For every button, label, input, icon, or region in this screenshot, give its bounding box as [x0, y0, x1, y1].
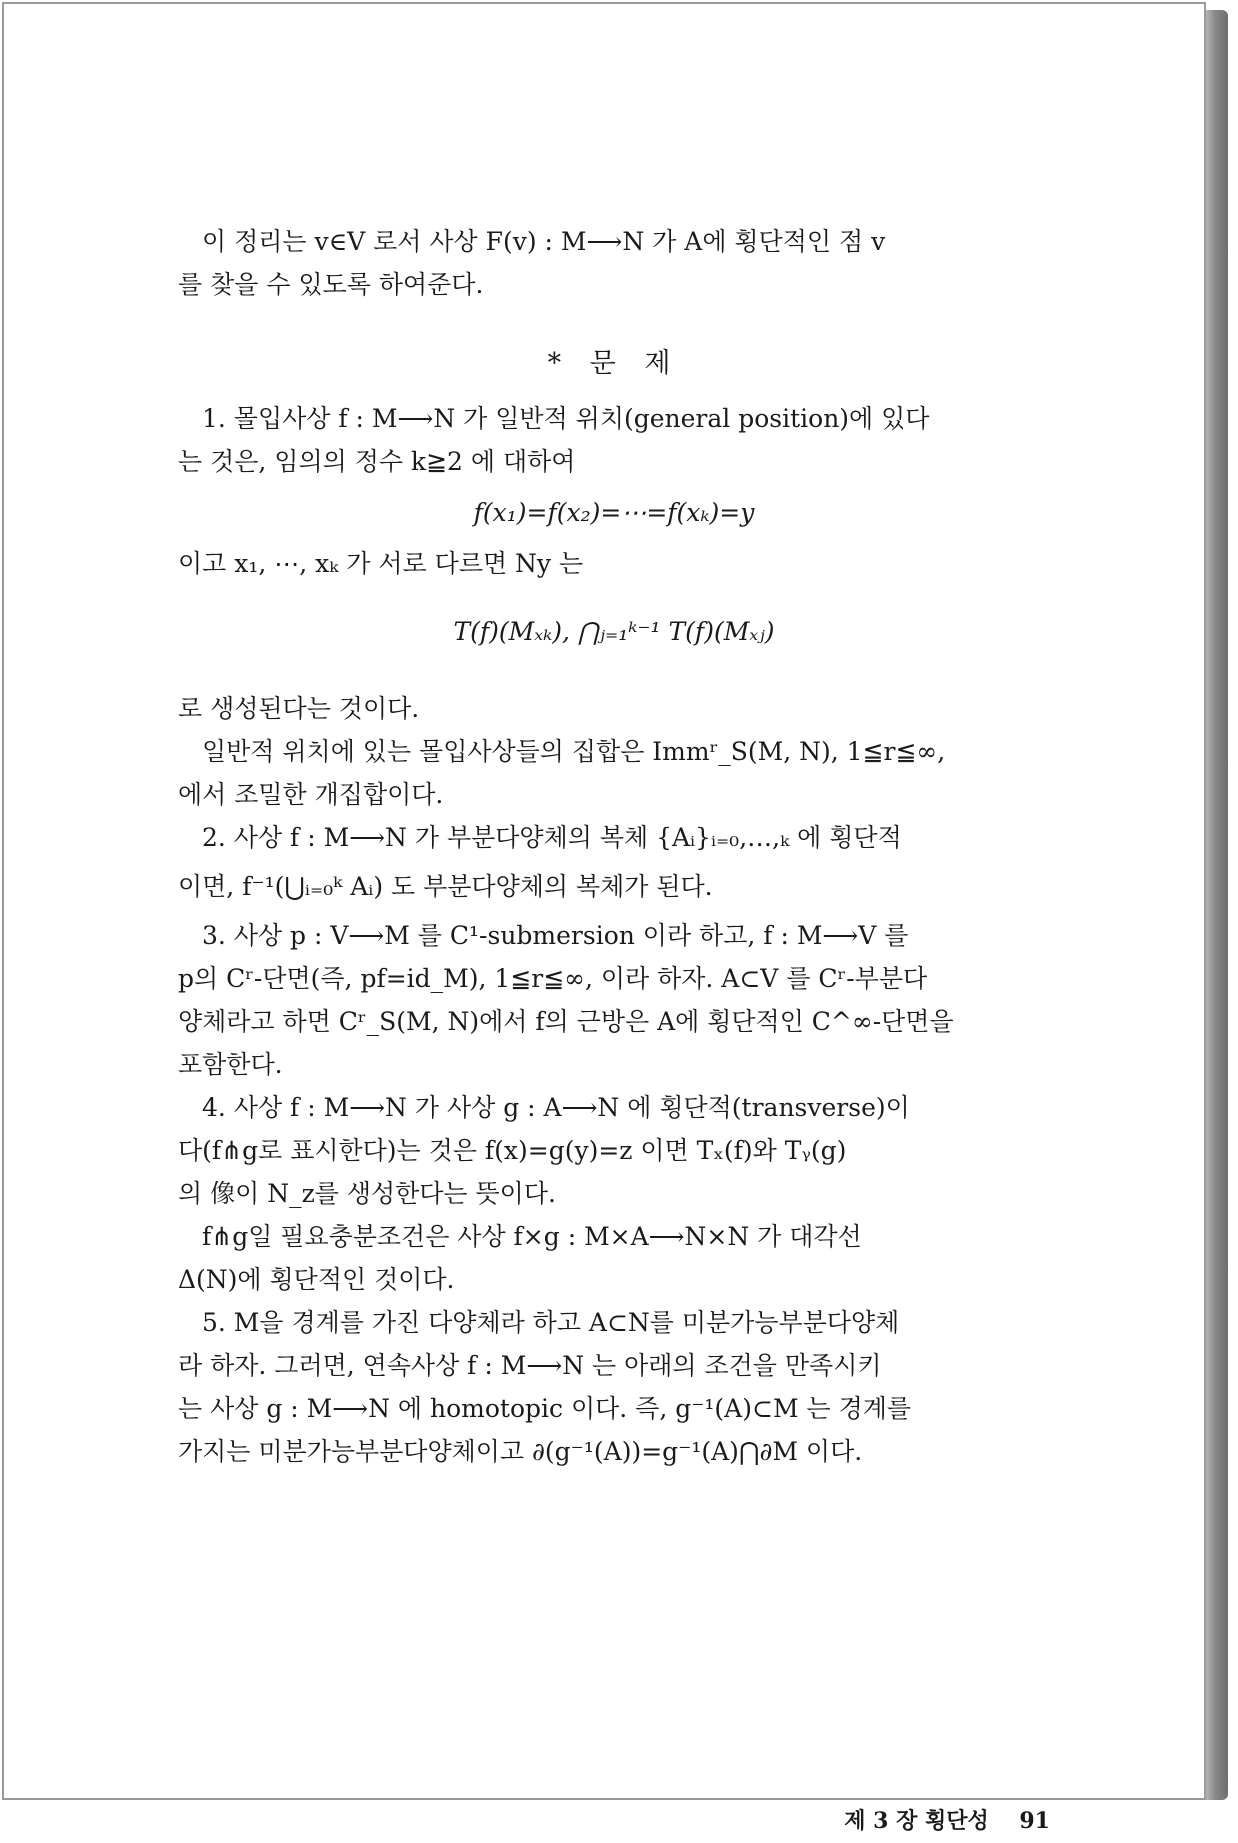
problem-4-line-4: f⋔g일 필요충분조건은 사상 f×g : M×A⟶N×N 가 대각선 — [202, 1222, 862, 1251]
problem-5-line-1: 5. M을 경계를 가진 다양체라 하고 A⊂N를 미분가능부분다양체 — [202, 1308, 900, 1337]
problem-3-line-2: p의 Cʳ-단면(즉, pf=id_M), 1≦r≦∞, 이라 하자. A⊂V 를 Cʳ-부분다 — [178, 964, 928, 993]
book-spine — [1206, 10, 1228, 1800]
problem-1-line-1: 1. 몰입사상 f : M⟶N 가 일반적 위치(general position)에 있다 — [202, 404, 930, 433]
problem-1-line-5: 일반적 위치에 있는 몰입사상들의 집합은 Immʳ_S(M, N), 1≦r≦∞, — [202, 737, 946, 766]
problem-5-line-3: 는 사상 g : M⟶N 에 homotopic 이다. 즉, g⁻¹(A)⊂M 는 경계를 — [178, 1394, 912, 1423]
problem-1-line-4: 로 생성된다는 것이다. — [178, 694, 420, 723]
problem-5-line-2: 라 하자. 그러면, 연속사상 f : M⟶N 는 아래의 조건을 만족시키 — [178, 1351, 882, 1380]
running-footer — [178, 1800, 1050, 1843]
intro-line-2: 를 찾을 수 있도록 하여준다. — [178, 270, 484, 299]
page-number: 91 — [1019, 1808, 1050, 1834]
problem-4-line-3: 의 像이 N_z를 생성한다는 뜻이다. — [178, 1179, 556, 1208]
chapter-label: 제 3 장 횡단성 — [844, 1808, 989, 1834]
problem-1-line-6: 에서 조밀한 개집합이다. — [178, 780, 444, 809]
problem-3-line-4: 포함한다. — [178, 1050, 283, 1079]
problem-1-line-2: 는 것은, 임의의 정수 k≧2 에 대하여 — [178, 447, 576, 476]
problem-4-line-1: 4. 사상 f : M⟶N 가 사상 g : A⟶N 에 횡단적(transverse)이 — [202, 1093, 910, 1122]
intro-line-1: 이 정리는 v∈V 로서 사상 F(v) : M⟶N 가 A에 횡단적인 점 v — [202, 227, 886, 256]
problem-2-line-2: 이면, f⁻¹(⋃ᵢ₌₀ᵏ Aᵢ) 도 부분다양체의 복체가 된다. — [178, 872, 713, 901]
problem-1-line-3: 이고 x₁, ⋯, xₖ 가 서로 다르면 Ny 는 — [178, 549, 584, 578]
problem-2-line-1: 2. 사상 f : M⟶N 가 부분다양체의 복체 {Aᵢ}ᵢ₌₀,…,ₖ 에 횡단적 — [202, 823, 902, 852]
page-body — [178, 220, 1050, 1834]
problem-1-equation-1: f(x₁)=f(x₂)=⋯=f(xₖ)=y — [473, 498, 755, 527]
problem-4-line-2: 다(f⋔g로 표시한다)는 것은 f(x)=g(y)=z 이면 Tₓ(f)와 Tᵧ(g) — [178, 1136, 847, 1165]
problem-4-line-5: Δ(N)에 횡단적인 것이다. — [178, 1265, 455, 1294]
problem-3-line-3: 양체라고 하면 Cʳ_S(M, N)에서 f의 근방은 A에 횡단적인 C^∞-단면을 — [178, 1007, 954, 1036]
problem-1-equation-2: T(f)(Mₓₖ), ⋂ⱼ₌₁ᵏ⁻¹ T(f)(Mₓⱼ) — [453, 617, 775, 646]
section-heading: * 문 제 — [547, 348, 681, 379]
problem-3-line-1: 3. 사상 p : V⟶M 를 C¹-submersion 이라 하고, f : M⟶V 를 — [202, 921, 909, 950]
problem-5-line-4: 가지는 미분가능부분다양체이고 ∂(g⁻¹(A))=g⁻¹(A)⋂∂M 이다. — [178, 1437, 863, 1466]
